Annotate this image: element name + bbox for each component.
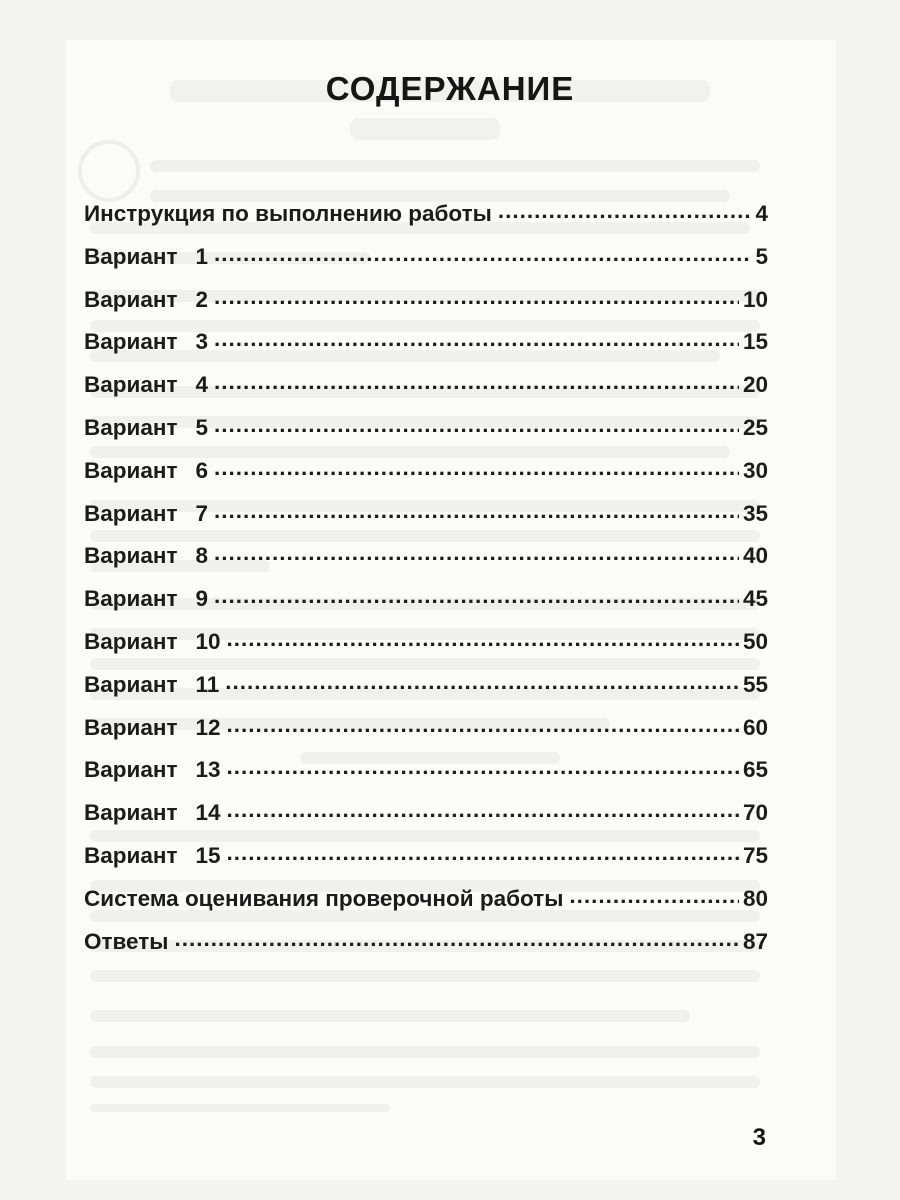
toc-entry-label: Вариант 6 [84, 457, 208, 483]
dot-leader [227, 713, 739, 735]
toc-entry-page: 45 [742, 586, 768, 612]
toc-entry-page: 87 [742, 928, 768, 954]
dot-leader [214, 327, 739, 349]
toc-entry-label: Вариант 14 [84, 800, 221, 826]
toc-entry [84, 713, 768, 756]
toc-entry-label: Вариант 13 [84, 757, 221, 783]
toc-entry-label: Вариант 2 [84, 286, 208, 312]
toc-entry [84, 327, 768, 370]
toc-entry-page: 65 [742, 757, 768, 783]
toc-entry-page: 4 [755, 201, 768, 226]
toc-heading: СОДЕРЖАНИЕ [325, 70, 575, 107]
dot-leader [569, 884, 739, 906]
toc-entry-label: Вариант 7 [84, 500, 208, 526]
toc-entry-label: Вариант 9 [84, 586, 208, 612]
dot-leader [214, 285, 739, 307]
dot-leader [214, 370, 739, 392]
toc-entry-page: 50 [742, 628, 768, 654]
toc-entry-page: 15 [742, 329, 768, 355]
dot-leader [214, 456, 739, 478]
table-of-contents [84, 199, 768, 969]
toc-entry [84, 755, 768, 798]
toc-entry [84, 413, 768, 456]
toc-entry-label: Вариант 5 [84, 414, 208, 440]
toc-entry-page: 60 [742, 714, 768, 740]
page-number: 3 [752, 1124, 766, 1151]
toc-entry [84, 370, 768, 413]
dot-leader [214, 584, 739, 606]
toc-entry [84, 798, 768, 841]
toc-entry-page: 5 [755, 243, 768, 269]
toc-entry-page: 30 [742, 457, 768, 483]
toc-entry-label: Инструкция по выполнению работы [84, 201, 492, 226]
dot-leader [227, 755, 739, 777]
toc-entry-page: 40 [742, 543, 768, 569]
toc-entry [84, 927, 768, 970]
toc-entry-label: Вариант 3 [84, 329, 208, 355]
toc-entry [84, 499, 768, 542]
toc-entry [84, 627, 768, 670]
toc-entry-label: Вариант 8 [84, 543, 208, 569]
toc-entry-label: Вариант 10 [84, 628, 221, 654]
toc-entry-page: 25 [742, 414, 768, 440]
toc-entry-page: 55 [742, 671, 768, 697]
toc-entry [84, 456, 768, 499]
toc-entry [84, 841, 768, 884]
toc-entry [84, 884, 768, 927]
toc-entry-page: 10 [742, 286, 768, 312]
toc-entry-label: Вариант 11 [84, 671, 220, 697]
toc-entry-label: Вариант 1 [84, 243, 208, 269]
dot-leader [227, 841, 739, 863]
dot-leader [214, 413, 739, 435]
dot-leader [227, 798, 739, 820]
toc-entry-label: Вариант 15 [84, 842, 221, 868]
toc-entry [84, 584, 768, 627]
toc-entry [84, 541, 768, 584]
toc-entry [84, 242, 768, 285]
dot-leader [214, 242, 752, 264]
toc-entry-page: 75 [742, 842, 768, 868]
dot-leader [498, 199, 752, 221]
toc-entry-label: Вариант 12 [84, 714, 221, 740]
toc-entry [84, 285, 768, 328]
dot-leader [175, 927, 739, 949]
dot-leader [214, 541, 739, 563]
toc-entry [84, 670, 768, 713]
toc-entry-page: 70 [742, 800, 768, 826]
toc-entry-page: 20 [742, 372, 768, 398]
toc-entry-label: Ответы [84, 928, 169, 954]
toc-entry-label: Система оценивания проверочной работы [84, 885, 564, 911]
dot-leader [225, 670, 739, 692]
dot-leader [214, 499, 739, 521]
toc-entry-label: Вариант 4 [84, 372, 208, 398]
toc-entry-page: 35 [742, 500, 768, 526]
toc-entry-page: 80 [742, 885, 768, 911]
toc-entry [84, 199, 768, 242]
dot-leader [227, 627, 739, 649]
